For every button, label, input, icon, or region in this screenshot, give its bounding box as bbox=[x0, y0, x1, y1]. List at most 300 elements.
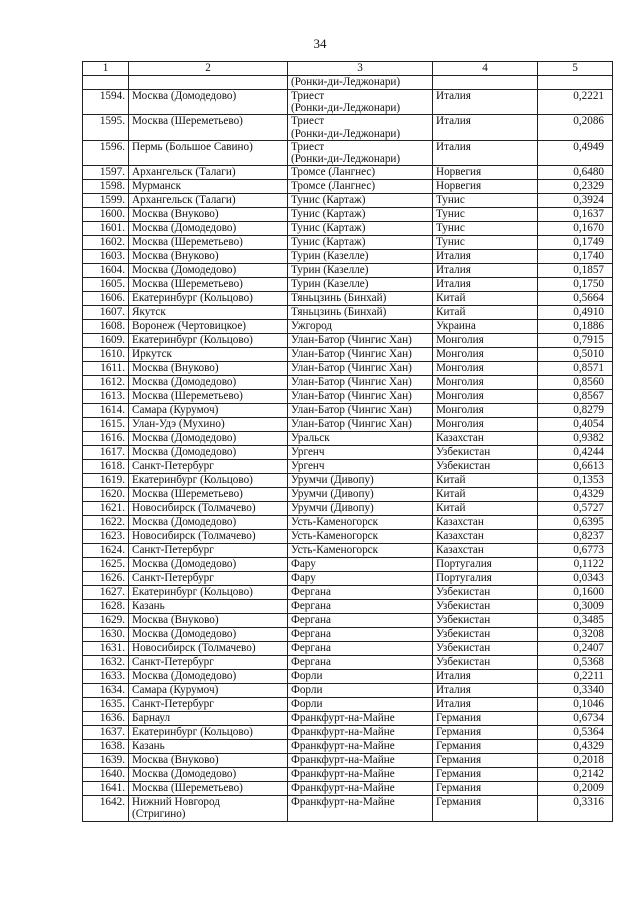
origin-airport: Барнаул bbox=[129, 712, 288, 726]
row-number: 1633. bbox=[83, 670, 129, 684]
column-header: 1 bbox=[83, 62, 129, 76]
table-row bbox=[83, 194, 613, 208]
destination-country: Казахстан bbox=[433, 516, 538, 530]
origin-airport: Москва (Внуково) bbox=[129, 250, 288, 264]
destination-airport: Фергана bbox=[288, 586, 433, 600]
table-row bbox=[83, 250, 613, 264]
row-number: 1610. bbox=[83, 348, 129, 362]
destination-airport: Улан-Батор (Чингис Хан) bbox=[288, 418, 433, 432]
origin-airport: Москва (Шереметьево) bbox=[129, 115, 288, 140]
origin-airport: Москва (Шереметьево) bbox=[129, 782, 288, 796]
destination-airport: Франкфурт-на-Майне bbox=[288, 726, 433, 740]
table-row bbox=[83, 306, 613, 320]
coefficient-value: 0,2407 bbox=[538, 642, 613, 656]
row-number: 1618. bbox=[83, 460, 129, 474]
destination-country: Тунис bbox=[433, 236, 538, 250]
row-number: 1628. bbox=[83, 600, 129, 614]
origin-airport: Москва (Домодедово) bbox=[129, 558, 288, 572]
row-number: 1638. bbox=[83, 740, 129, 754]
destination-country: Монголия bbox=[433, 334, 538, 348]
row-number: 1623. bbox=[83, 530, 129, 544]
coefficient-value: 0,4910 bbox=[538, 306, 613, 320]
destination-airport: Тромсе (Лангнес) bbox=[288, 166, 433, 180]
origin-airport: Москва (Домодедово) bbox=[129, 90, 288, 115]
coefficient-value: 0,8237 bbox=[538, 530, 613, 544]
table-row bbox=[83, 362, 613, 376]
coefficient-value: 0,3340 bbox=[538, 684, 613, 698]
origin-airport: Екатеринбург (Кольцово) bbox=[129, 586, 288, 600]
destination-airport: Триест (Ронки-ди-Леджонари) bbox=[288, 115, 433, 140]
row-number: 1629. bbox=[83, 614, 129, 628]
origin-airport: Екатеринбург (Кольцово) bbox=[129, 726, 288, 740]
row-number: 1639. bbox=[83, 754, 129, 768]
coefficient-value: 0,2009 bbox=[538, 782, 613, 796]
row-number: 1615. bbox=[83, 418, 129, 432]
destination-airport: Улан-Батор (Чингис Хан) bbox=[288, 334, 433, 348]
row-number: 1630. bbox=[83, 628, 129, 642]
destination-country: Монголия bbox=[433, 418, 538, 432]
row-number: 1625. bbox=[83, 558, 129, 572]
coefficient-value: 0,1740 bbox=[538, 250, 613, 264]
coefficient-value: 0,3316 bbox=[538, 796, 613, 821]
destination-airport: Тунис (Картаж) bbox=[288, 236, 433, 250]
origin-airport: Казань bbox=[129, 600, 288, 614]
coefficient-value: 0,1600 bbox=[538, 586, 613, 600]
coefficient-value: 0,0343 bbox=[538, 572, 613, 586]
destination-country: Узбекистан bbox=[433, 614, 538, 628]
coefficient-value: 0,6480 bbox=[538, 166, 613, 180]
table-row bbox=[83, 292, 613, 306]
origin-airport: Воронеж (Чертовицкое) bbox=[129, 320, 288, 334]
destination-airport: Ургенч bbox=[288, 460, 433, 474]
coefficient-value: 0,1670 bbox=[538, 222, 613, 236]
row-number: 1627. bbox=[83, 586, 129, 600]
destination-airport: Франкфурт-на-Майне bbox=[288, 768, 433, 782]
coefficient-value: 0,2211 bbox=[538, 670, 613, 684]
destination-airport: Улан-Батор (Чингис Хан) bbox=[288, 404, 433, 418]
row-number: 1608. bbox=[83, 320, 129, 334]
destination-country: Казахстан bbox=[433, 544, 538, 558]
destination-country: Китай bbox=[433, 292, 538, 306]
table-row bbox=[83, 166, 613, 180]
origin-airport: Москва (Домодедово) bbox=[129, 768, 288, 782]
origin-airport: Екатеринбург (Кольцово) bbox=[129, 474, 288, 488]
destination-airport: Фергана bbox=[288, 600, 433, 614]
coefficient-value: 0,1046 bbox=[538, 698, 613, 712]
row-number: 1631. bbox=[83, 642, 129, 656]
origin-airport: Москва (Внуково) bbox=[129, 754, 288, 768]
row-number: 1619. bbox=[83, 474, 129, 488]
table-row bbox=[83, 726, 613, 740]
origin-airport: Москва (Домодедово) bbox=[129, 670, 288, 684]
destination-country: Германия bbox=[433, 726, 538, 740]
destination-country: Норвегия bbox=[433, 166, 538, 180]
coefficient-value: 0,2018 bbox=[538, 754, 613, 768]
coefficient-value: 0,1637 bbox=[538, 208, 613, 222]
row-number: 1606. bbox=[83, 292, 129, 306]
row-number: 1602. bbox=[83, 236, 129, 250]
table-row bbox=[83, 656, 613, 670]
destination-country bbox=[433, 76, 538, 90]
table-row bbox=[83, 140, 613, 165]
destination-airport: Триест (Ронки-ди-Леджонари) bbox=[288, 90, 433, 115]
destination-airport: Форли bbox=[288, 684, 433, 698]
destination-country: Китай bbox=[433, 474, 538, 488]
coefficient-value: 0,3009 bbox=[538, 600, 613, 614]
row-number: 1603. bbox=[83, 250, 129, 264]
table-row bbox=[83, 278, 613, 292]
destination-airport: Уральск bbox=[288, 432, 433, 446]
destination-country: Италия bbox=[433, 670, 538, 684]
destination-airport: Тунис (Картаж) bbox=[288, 208, 433, 222]
destination-country: Италия bbox=[433, 264, 538, 278]
origin-airport: Улан-Удэ (Мухино) bbox=[129, 418, 288, 432]
destination-airport: Тунис (Картаж) bbox=[288, 222, 433, 236]
destination-airport: Фергана bbox=[288, 656, 433, 670]
destination-airport: Франкфурт-на-Майне bbox=[288, 754, 433, 768]
destination-country: Португалия bbox=[433, 572, 538, 586]
origin-airport: Москва (Внуково) bbox=[129, 614, 288, 628]
origin-airport: Москва (Домодедово) bbox=[129, 264, 288, 278]
origin-airport: Санкт-Петербург bbox=[129, 544, 288, 558]
destination-country: Италия bbox=[433, 278, 538, 292]
destination-country: Германия bbox=[433, 740, 538, 754]
destination-country: Китай bbox=[433, 502, 538, 516]
destination-airport: Урумчи (Дивопу) bbox=[288, 488, 433, 502]
table-row bbox=[83, 474, 613, 488]
destination-airport: Улан-Батор (Чингис Хан) bbox=[288, 362, 433, 376]
row-number: 1641. bbox=[83, 782, 129, 796]
row-number: 1607. bbox=[83, 306, 129, 320]
destination-airport: Улан-Батор (Чингис Хан) bbox=[288, 390, 433, 404]
coefficient-value: 0,5368 bbox=[538, 656, 613, 670]
table-row bbox=[83, 502, 613, 516]
table-row bbox=[83, 446, 613, 460]
destination-airport: Усть-Каменогорск bbox=[288, 544, 433, 558]
destination-country: Монголия bbox=[433, 404, 538, 418]
destination-airport: (Ронки-ди-Леджонари) bbox=[288, 76, 433, 90]
destination-airport: Турин (Казелле) bbox=[288, 250, 433, 264]
coefficient-value bbox=[538, 76, 613, 90]
destination-airport: Тунис (Картаж) bbox=[288, 194, 433, 208]
column-header: 3 bbox=[288, 62, 433, 76]
coefficient-value: 0,6395 bbox=[538, 516, 613, 530]
origin-airport: Самара (Курумоч) bbox=[129, 404, 288, 418]
table-row bbox=[83, 432, 613, 446]
destination-airport: Фару bbox=[288, 572, 433, 586]
row-number: 1598. bbox=[83, 180, 129, 194]
row-number: 1604. bbox=[83, 264, 129, 278]
coefficient-value: 0,4329 bbox=[538, 488, 613, 502]
destination-country: Тунис bbox=[433, 194, 538, 208]
table-row bbox=[83, 348, 613, 362]
origin-airport: Пермь (Большое Савино) bbox=[129, 140, 288, 165]
destination-country: Монголия bbox=[433, 362, 538, 376]
destination-airport: Франкфурт-на-Майне bbox=[288, 782, 433, 796]
row-number: 1624. bbox=[83, 544, 129, 558]
row-number: 1605. bbox=[83, 278, 129, 292]
coefficient-value: 0,4329 bbox=[538, 740, 613, 754]
coefficient-value: 0,5364 bbox=[538, 726, 613, 740]
destination-country: Китай bbox=[433, 306, 538, 320]
coefficient-value: 0,6773 bbox=[538, 544, 613, 558]
destination-airport: Фергана bbox=[288, 642, 433, 656]
destination-country: Монголия bbox=[433, 390, 538, 404]
origin-airport: Архангельск (Талаги) bbox=[129, 194, 288, 208]
destination-airport: Ужгород bbox=[288, 320, 433, 334]
row-number: 1626. bbox=[83, 572, 129, 586]
route-table bbox=[82, 61, 613, 822]
coefficient-value: 0,3924 bbox=[538, 194, 613, 208]
table-row bbox=[83, 208, 613, 222]
destination-country: Украина bbox=[433, 320, 538, 334]
table-body bbox=[83, 76, 613, 822]
row-number: 1612. bbox=[83, 376, 129, 390]
column-header: 2 bbox=[129, 62, 288, 76]
table-row bbox=[83, 115, 613, 140]
destination-country: Узбекистан bbox=[433, 446, 538, 460]
coefficient-value: 0,4054 bbox=[538, 418, 613, 432]
destination-airport: Усть-Каменогорск bbox=[288, 516, 433, 530]
origin-airport: Самара (Курумоч) bbox=[129, 684, 288, 698]
origin-airport: Москва (Домодедово) bbox=[129, 432, 288, 446]
coefficient-value: 0,4244 bbox=[538, 446, 613, 460]
coefficient-value: 0,2142 bbox=[538, 768, 613, 782]
coefficient-value: 0,4949 bbox=[538, 140, 613, 165]
row-number: 1611. bbox=[83, 362, 129, 376]
destination-country: Узбекистан bbox=[433, 586, 538, 600]
table-row bbox=[83, 572, 613, 586]
destination-country: Узбекистан bbox=[433, 460, 538, 474]
row-number: 1635. bbox=[83, 698, 129, 712]
coefficient-value: 0,1750 bbox=[538, 278, 613, 292]
table-row bbox=[83, 264, 613, 278]
destination-country: Узбекистан bbox=[433, 600, 538, 614]
row-number: 1597. bbox=[83, 166, 129, 180]
coefficient-value: 0,9382 bbox=[538, 432, 613, 446]
table-row bbox=[83, 390, 613, 404]
destination-country: Италия bbox=[433, 698, 538, 712]
origin-airport: Иркутск bbox=[129, 348, 288, 362]
coefficient-value: 0,8279 bbox=[538, 404, 613, 418]
table-row bbox=[83, 320, 613, 334]
origin-airport: Якутск bbox=[129, 306, 288, 320]
row-number: 1622. bbox=[83, 516, 129, 530]
origin-airport: Москва (Домодедово) bbox=[129, 376, 288, 390]
row-number: 1636. bbox=[83, 712, 129, 726]
column-header: 4 bbox=[433, 62, 538, 76]
coefficient-value: 0,5664 bbox=[538, 292, 613, 306]
row-number: 1609. bbox=[83, 334, 129, 348]
table-row bbox=[83, 698, 613, 712]
row-number: 1614. bbox=[83, 404, 129, 418]
origin-airport: Москва (Шереметьево) bbox=[129, 390, 288, 404]
destination-country: Италия bbox=[433, 90, 538, 115]
table-row bbox=[83, 530, 613, 544]
table-row bbox=[83, 180, 613, 194]
coefficient-value: 0,8560 bbox=[538, 376, 613, 390]
table-row bbox=[83, 404, 613, 418]
coefficient-value: 0,1749 bbox=[538, 236, 613, 250]
coefficient-value: 0,5010 bbox=[538, 348, 613, 362]
destination-airport: Турин (Казелле) bbox=[288, 278, 433, 292]
page-number: 34 bbox=[313, 36, 327, 51]
origin-airport: Москва (Внуково) bbox=[129, 362, 288, 376]
origin-airport: Казань bbox=[129, 740, 288, 754]
destination-country: Тунис bbox=[433, 222, 538, 236]
coefficient-value: 0,3208 bbox=[538, 628, 613, 642]
table-row bbox=[83, 754, 613, 768]
table-row bbox=[83, 614, 613, 628]
row-number: 1632. bbox=[83, 656, 129, 670]
table-row bbox=[83, 418, 613, 432]
row-number: 1637. bbox=[83, 726, 129, 740]
origin-airport: Москва (Шереметьево) bbox=[129, 236, 288, 250]
destination-country: Казахстан bbox=[433, 432, 538, 446]
coefficient-value: 0,8567 bbox=[538, 390, 613, 404]
table-row bbox=[83, 670, 613, 684]
destination-country: Италия bbox=[433, 140, 538, 165]
destination-airport: Фару bbox=[288, 558, 433, 572]
coefficient-value: 0,2329 bbox=[538, 180, 613, 194]
destination-country: Италия bbox=[433, 115, 538, 140]
destination-country: Германия bbox=[433, 796, 538, 821]
table-row bbox=[83, 558, 613, 572]
coefficient-value: 0,1122 bbox=[538, 558, 613, 572]
row-number: 1642. bbox=[83, 796, 129, 821]
table-row bbox=[83, 460, 613, 474]
destination-airport: Ургенч bbox=[288, 446, 433, 460]
destination-country: Китай bbox=[433, 488, 538, 502]
origin-airport: Москва (Шереметьево) bbox=[129, 278, 288, 292]
destination-airport: Триест (Ронки-ди-Леджонари) bbox=[288, 140, 433, 165]
destination-country: Италия bbox=[433, 684, 538, 698]
continuation-row bbox=[83, 76, 613, 90]
origin-airport: Новосибирск (Толмачево) bbox=[129, 502, 288, 516]
destination-country: Монголия bbox=[433, 348, 538, 362]
coefficient-value: 0,7915 bbox=[538, 334, 613, 348]
table-row bbox=[83, 90, 613, 115]
row-number: 1616. bbox=[83, 432, 129, 446]
destination-airport: Фергана bbox=[288, 628, 433, 642]
origin-airport: Санкт-Петербург bbox=[129, 698, 288, 712]
destination-country: Португалия bbox=[433, 558, 538, 572]
table-row bbox=[83, 684, 613, 698]
destination-airport: Франкфурт-на-Майне bbox=[288, 712, 433, 726]
table-row bbox=[83, 516, 613, 530]
destination-airport: Форли bbox=[288, 670, 433, 684]
row-number: 1600. bbox=[83, 208, 129, 222]
row-number: 1596. bbox=[83, 140, 129, 165]
column-header: 5 bbox=[538, 62, 613, 76]
destination-country: Тунис bbox=[433, 208, 538, 222]
coefficient-value: 0,1857 bbox=[538, 264, 613, 278]
destination-airport: Форли bbox=[288, 698, 433, 712]
table-row bbox=[83, 628, 613, 642]
table-row bbox=[83, 796, 613, 821]
origin-airport: Екатеринбург (Кольцово) bbox=[129, 292, 288, 306]
coefficient-value: 0,2221 bbox=[538, 90, 613, 115]
destination-country: Монголия bbox=[433, 376, 538, 390]
header-row bbox=[83, 62, 613, 76]
destination-country: Узбекистан bbox=[433, 656, 538, 670]
destination-country: Германия bbox=[433, 712, 538, 726]
origin-airport: Мурманск bbox=[129, 180, 288, 194]
coefficient-value: 0,6613 bbox=[538, 460, 613, 474]
row-number: 1594. bbox=[83, 90, 129, 115]
coefficient-value: 0,1886 bbox=[538, 320, 613, 334]
origin-airport: Архангельск (Талаги) bbox=[129, 166, 288, 180]
table-row bbox=[83, 600, 613, 614]
destination-airport: Франкфурт-на-Майне bbox=[288, 796, 433, 821]
table-row bbox=[83, 488, 613, 502]
destination-airport: Тяньцзинь (Бинхай) bbox=[288, 292, 433, 306]
origin-airport bbox=[129, 76, 288, 90]
destination-airport: Урумчи (Дивопу) bbox=[288, 502, 433, 516]
origin-airport: Новосибирск (Толмачево) bbox=[129, 530, 288, 544]
origin-airport: Москва (Шереметьево) bbox=[129, 488, 288, 502]
origin-airport: Санкт-Петербург bbox=[129, 572, 288, 586]
coefficient-value: 0,5727 bbox=[538, 502, 613, 516]
row-number: 1617. bbox=[83, 446, 129, 460]
destination-country: Италия bbox=[433, 250, 538, 264]
row-number: 1634. bbox=[83, 684, 129, 698]
origin-airport: Москва (Домодедово) bbox=[129, 628, 288, 642]
destination-airport: Тромсе (Лангнес) bbox=[288, 180, 433, 194]
destination-airport: Франкфурт-на-Майне bbox=[288, 740, 433, 754]
origin-airport: Екатеринбург (Кольцово) bbox=[129, 334, 288, 348]
row-number: 1640. bbox=[83, 768, 129, 782]
row-number: 1613. bbox=[83, 390, 129, 404]
destination-airport: Улан-Батор (Чингис Хан) bbox=[288, 348, 433, 362]
origin-airport: Нижний Новгород (Стригино) bbox=[129, 796, 288, 821]
origin-airport: Москва (Домодедово) bbox=[129, 446, 288, 460]
destination-country: Узбекистан bbox=[433, 628, 538, 642]
row-number: 1599. bbox=[83, 194, 129, 208]
table-row bbox=[83, 236, 613, 250]
destination-country: Узбекистан bbox=[433, 642, 538, 656]
table-row bbox=[83, 782, 613, 796]
row-number: 1595. bbox=[83, 115, 129, 140]
destination-airport: Турин (Казелле) bbox=[288, 264, 433, 278]
origin-airport: Новосибирск (Толмачево) bbox=[129, 642, 288, 656]
table-row bbox=[83, 376, 613, 390]
origin-airport: Москва (Домодедово) bbox=[129, 222, 288, 236]
table-row bbox=[83, 544, 613, 558]
destination-country: Норвегия bbox=[433, 180, 538, 194]
coefficient-value: 0,8571 bbox=[538, 362, 613, 376]
destination-country: Казахстан bbox=[433, 530, 538, 544]
destination-country: Германия bbox=[433, 782, 538, 796]
origin-airport: Москва (Внуково) bbox=[129, 208, 288, 222]
table-row bbox=[83, 222, 613, 236]
destination-country: Германия bbox=[433, 768, 538, 782]
origin-airport: Москва (Домодедово) bbox=[129, 516, 288, 530]
row-number: 1601. bbox=[83, 222, 129, 236]
coefficient-value: 0,1353 bbox=[538, 474, 613, 488]
table-row bbox=[83, 334, 613, 348]
origin-airport: Санкт-Петербург bbox=[129, 656, 288, 670]
destination-country: Германия bbox=[433, 754, 538, 768]
destination-airport: Улан-Батор (Чингис Хан) bbox=[288, 376, 433, 390]
row-number: 1620. bbox=[83, 488, 129, 502]
table-row bbox=[83, 586, 613, 600]
table-row bbox=[83, 768, 613, 782]
row-number bbox=[83, 76, 129, 90]
destination-airport: Усть-Каменогорск bbox=[288, 530, 433, 544]
destination-airport: Урумчи (Дивопу) bbox=[288, 474, 433, 488]
destination-airport: Фергана bbox=[288, 614, 433, 628]
